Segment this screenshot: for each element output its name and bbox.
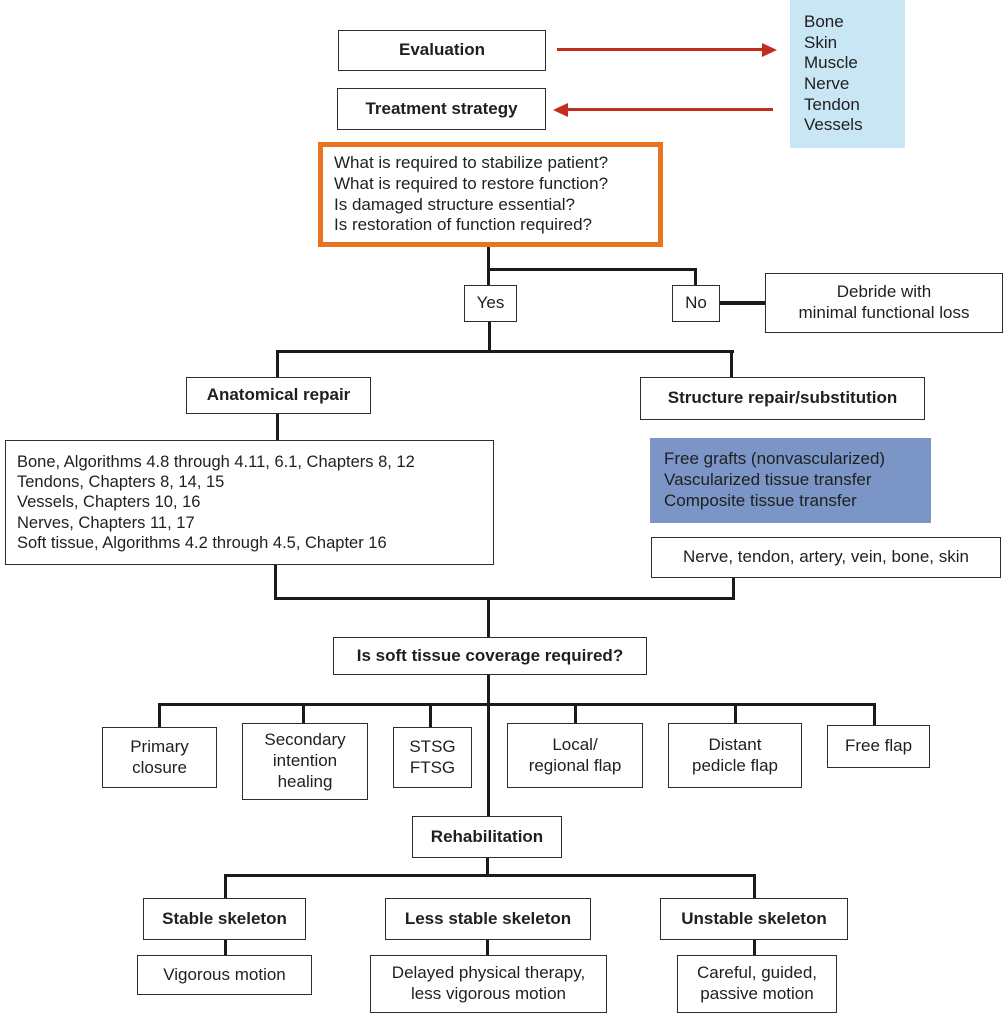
arrow-shaft xyxy=(557,48,765,51)
connector-line xyxy=(753,940,756,955)
debride-box xyxy=(765,273,1003,333)
rehabilitation-label: Rehabilitation xyxy=(430,826,544,846)
tissue-item: Skin xyxy=(804,32,838,52)
connector-line xyxy=(276,350,734,353)
transfer-option: Free grafts (nonvascularized) xyxy=(664,449,886,469)
evaluation-label: Evaluation xyxy=(399,40,485,60)
transfer-option: Composite tissue transfer xyxy=(664,490,857,510)
tissue-list-box xyxy=(790,0,905,148)
yes-box xyxy=(464,285,517,322)
treatment-strategy-box xyxy=(337,88,546,130)
option-line: pedicle flap xyxy=(691,755,778,775)
less-stable-skeleton-label: Less stable skeleton xyxy=(404,908,572,928)
option-line: Free flap xyxy=(844,736,913,756)
coverage-option-stsg-ftsg xyxy=(393,727,472,788)
connector-line xyxy=(487,247,490,285)
option-line: Distant xyxy=(708,734,762,754)
connector-line xyxy=(274,597,735,600)
connector-line xyxy=(224,874,756,877)
option-line: STSG xyxy=(409,736,456,756)
stable-skeleton-label: Stable skeleton xyxy=(162,908,287,928)
coverage-option-local-regional-flap xyxy=(507,723,643,788)
delayed-therapy-box xyxy=(370,955,607,1013)
arrow-right-icon xyxy=(762,43,777,57)
connector-line xyxy=(720,301,765,305)
option-line: regional flap xyxy=(528,755,622,775)
vigorous-motion-box xyxy=(137,955,312,995)
tissue-item: Vessels xyxy=(804,115,863,135)
unstable-skeleton-box xyxy=(660,898,848,940)
no-label: No xyxy=(685,293,707,313)
connector-line xyxy=(574,703,577,723)
connector-line xyxy=(730,350,733,377)
substitution-tissues-label: Nerve, tendon, artery, vein, bone, skin xyxy=(682,547,969,567)
tissue-item: Nerve xyxy=(804,74,850,93)
option-line: intention xyxy=(272,751,338,771)
evaluation-box xyxy=(338,30,546,71)
anatomical-repair-box xyxy=(186,377,371,414)
connector-line xyxy=(734,703,737,723)
connector-line xyxy=(486,940,489,955)
connector-line xyxy=(276,414,279,440)
anatomical-repair-label: Anatomical repair xyxy=(206,385,351,405)
question-line: Is damaged structure essential? xyxy=(334,194,575,214)
option-line: closure xyxy=(132,757,187,777)
connector-line xyxy=(274,565,277,600)
rehabilitation-box xyxy=(412,816,562,858)
soft-tissue-question-label: Is soft tissue coverage required? xyxy=(356,645,624,665)
stable-skeleton-box xyxy=(143,898,306,940)
connector-line xyxy=(487,268,697,271)
soft-tissue-question-box xyxy=(333,637,647,675)
connector-line xyxy=(429,703,432,727)
connector-line xyxy=(753,874,756,898)
outcome-line: passive motion xyxy=(700,984,814,1003)
strategy-questions-box xyxy=(318,142,663,247)
option-line: Primary xyxy=(130,736,189,756)
connector-line xyxy=(158,703,161,727)
coverage-option-primary-closure xyxy=(102,727,217,788)
repair-reference-item: Vessels, Chapters 10, 16 xyxy=(17,493,201,512)
connector-line xyxy=(276,350,279,377)
transfer-options-box xyxy=(650,438,931,523)
connector-line xyxy=(158,703,876,706)
repair-reference-item: Soft tissue, Algorithms 4.2 through 4.5, Chapter 16 xyxy=(17,533,387,552)
question-line: What is required to restore function? xyxy=(334,173,609,193)
outcome-line: Careful, guided, xyxy=(696,963,818,983)
connector-line xyxy=(487,675,490,816)
careful-passive-motion-box xyxy=(677,955,837,1013)
debride-line: Debride with xyxy=(836,282,932,302)
coverage-option-distant-pedicle-flap xyxy=(668,723,802,788)
question-line: Is restoration of function required? xyxy=(334,215,592,235)
transfer-option: Vascularized tissue transfer xyxy=(664,470,872,490)
option-line: Local/ xyxy=(552,734,598,754)
connector-line xyxy=(487,597,490,637)
arrow-shaft xyxy=(566,108,773,111)
unstable-skeleton-label: Unstable skeleton xyxy=(681,908,827,928)
debride-line: minimal functional loss xyxy=(798,303,970,322)
connector-line xyxy=(224,940,227,955)
repair-reference-list-box xyxy=(5,440,494,565)
connector-line xyxy=(302,703,305,723)
yes-label: Yes xyxy=(476,293,505,313)
coverage-option-free-flap xyxy=(827,725,930,768)
connector-line xyxy=(873,703,876,725)
outcome-line: less vigorous motion xyxy=(411,984,566,1003)
structure-repair-label: Structure repair/substitution xyxy=(667,388,898,408)
arrow-left-icon xyxy=(553,103,568,117)
coverage-option-secondary-intention xyxy=(242,723,368,800)
repair-reference-item: Bone, Algorithms 4.8 through 4.11, 6.1, Chapters 8, 12 xyxy=(17,453,415,472)
substitution-tissues-box xyxy=(651,537,1001,578)
option-line: Secondary xyxy=(264,730,346,750)
outcome-line: Delayed physical therapy, xyxy=(391,963,586,983)
connector-line xyxy=(224,874,227,898)
connector-line xyxy=(488,322,491,353)
treatment-strategy-label: Treatment strategy xyxy=(365,98,518,118)
question-line: What is required to stabilize patient? xyxy=(334,153,609,173)
tissue-item: Tendon xyxy=(804,94,860,114)
repair-reference-item: Nerves, Chapters 11, 17 xyxy=(17,513,195,532)
option-line: FTSG xyxy=(409,757,456,777)
less-stable-skeleton-box xyxy=(385,898,591,940)
repair-reference-item: Tendons, Chapters 8, 14, 15 xyxy=(17,473,225,492)
option-line: healing xyxy=(277,771,333,791)
connector-line xyxy=(694,268,697,285)
tissue-item: Bone xyxy=(804,11,844,31)
outcome-line: Vigorous motion xyxy=(163,964,286,984)
structure-repair-box xyxy=(640,377,925,420)
tissue-item: Muscle xyxy=(804,53,858,73)
no-box xyxy=(672,285,720,322)
